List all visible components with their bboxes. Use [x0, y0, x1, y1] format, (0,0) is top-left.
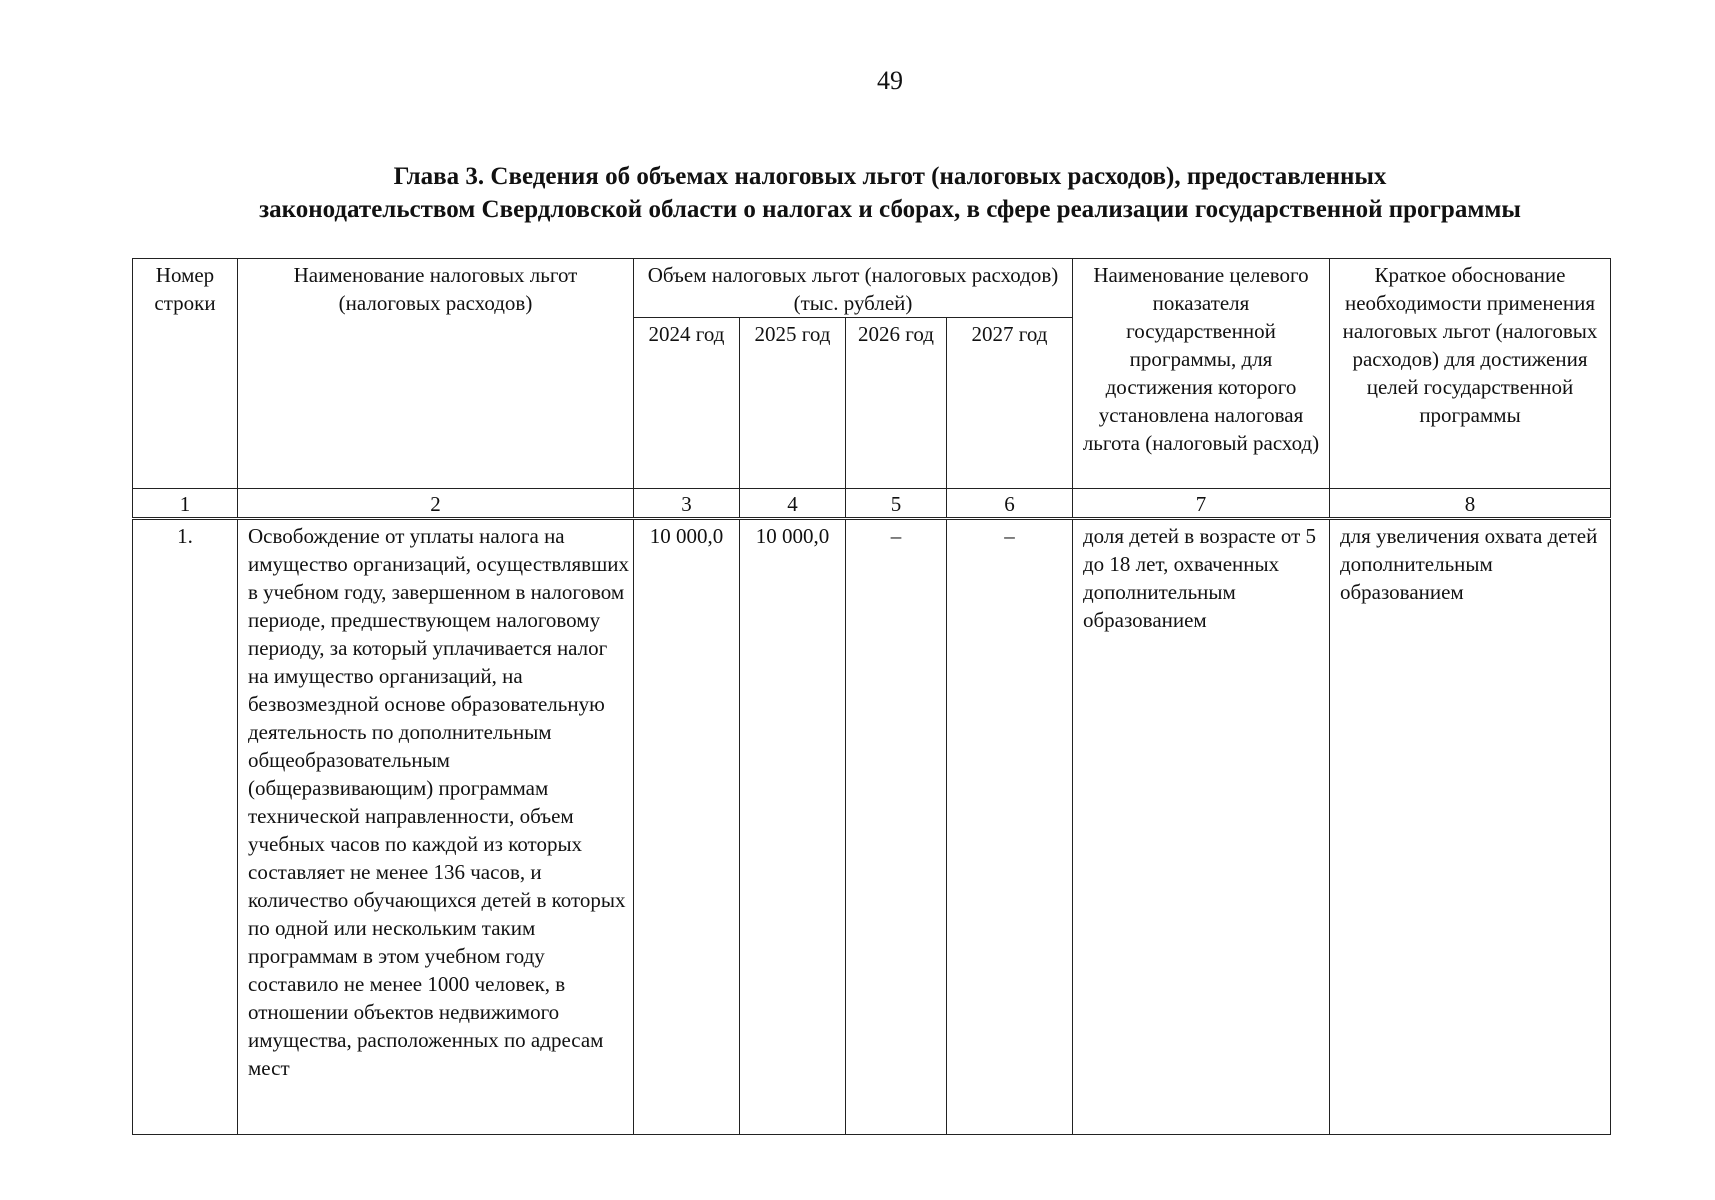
table-row: [133, 519, 1611, 1135]
volume-2025: 10 000,0: [740, 519, 846, 1135]
chapter-heading-line-2: законодательством Свердловской области о налогах и сборах, в сфере реализации государственной программы: [259, 196, 1521, 223]
header-target-indicator: Наименование целевого показателя государственной программы, для достижения которого установлена налоговая льгота (налоговый расход): [1073, 259, 1330, 489]
column-number: 6: [947, 489, 1073, 519]
header-year-2027: 2027 год: [947, 318, 1073, 489]
header-year-2026: 2026 год: [846, 318, 947, 489]
column-number: 4: [740, 489, 846, 519]
header-row-1: [133, 259, 1611, 318]
benefit-name: Освобождение от уплаты налога на имущество организаций, осуществлявших в учебном году, завершенном в налоговом периоде, предшествующем налоговому периоду, за который уплачивается налог на имущество организаций, на безвозмездной основе образовательную деятельность по дополнительным общеобразовательным (общеразвивающим) программам технической направленности, объем учебных часов по каждой из которых составляет не менее 136 часов, и количество обучающихся детей в которых по одной или нескольким таким программам в этом учебном году составило не менее 1000 человек, в отношении объектов недвижимого имущества, расположенных по адресам мест: [238, 519, 634, 1135]
target-indicator: доля детей в возрасте от 5 до 18 лет, охваченных дополнительным образованием: [1073, 519, 1330, 1135]
header-year-2025: 2025 год: [740, 318, 846, 489]
column-number: 2: [238, 489, 634, 519]
column-number: 1: [133, 489, 238, 519]
header-row-number: Номер строки: [133, 259, 238, 489]
column-number: 7: [1073, 489, 1330, 519]
column-number-row: [133, 489, 1611, 519]
column-number: 3: [634, 489, 740, 519]
tax-benefits-table: [132, 258, 1611, 1135]
row-number: 1.: [133, 519, 238, 1135]
volume-2026: –: [846, 519, 947, 1135]
header-volume-group: Объем налоговых льгот (налоговых расходов) (тыс. рублей): [634, 259, 1073, 318]
page-number: 49: [877, 66, 903, 95]
header-benefit-name: Наименование налоговых льгот (налоговых расходов): [238, 259, 634, 489]
chapter-heading-line-1: Глава 3. Сведения об объемах налоговых льгот (налоговых расходов), предоставленных: [393, 163, 1387, 190]
chapter-heading: [120, 160, 1660, 226]
header-year-2024: 2024 год: [634, 318, 740, 489]
column-number: 8: [1330, 489, 1611, 519]
justification: для увеличения охвата детей дополнительным образованием: [1330, 519, 1611, 1135]
volume-2027: –: [947, 519, 1073, 1135]
volume-2024: 10 000,0: [634, 519, 740, 1135]
column-number: 5: [846, 489, 947, 519]
header-justification: Краткое обоснование необходимости применения налоговых льгот (налоговых расходов) для достижения целей государственной программы: [1330, 259, 1611, 489]
